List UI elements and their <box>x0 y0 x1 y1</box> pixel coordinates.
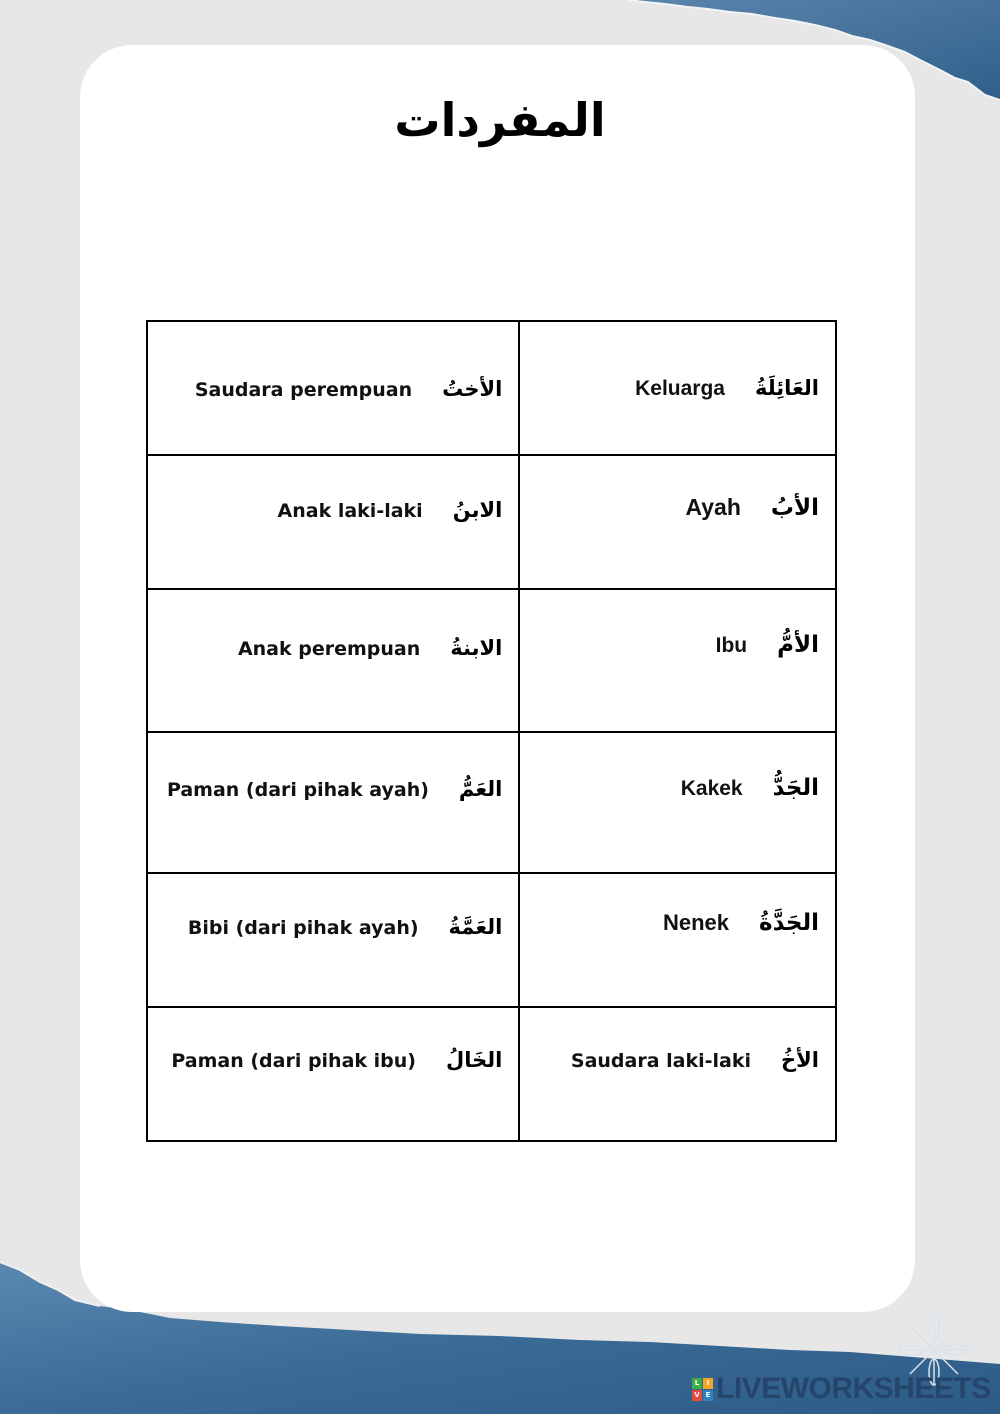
table-row <box>147 321 836 455</box>
vocab-cell <box>519 321 836 455</box>
arabic-word: الابنةُ <box>450 636 503 660</box>
indonesian-word: Nenek <box>662 910 730 935</box>
page-title: المفردات <box>394 93 606 147</box>
liveworksheets-logo <box>692 1372 991 1406</box>
vocab-cell <box>519 455 836 589</box>
indonesian-word: Anak perempuan <box>237 638 421 660</box>
arabic-word: الأخُ <box>781 1048 819 1072</box>
indonesian-word: Ibu <box>715 634 748 657</box>
table-row <box>147 873 836 1007</box>
indonesian-word: Kakek <box>680 777 743 800</box>
arabic-word: الأمُّ <box>777 632 819 658</box>
vocab-cell <box>147 321 519 455</box>
vocabulary-table <box>146 320 837 1142</box>
arabic-word: الجَدَّةُ <box>759 910 819 936</box>
logo-mark <box>692 1378 713 1401</box>
arabic-word: العَمَّةُ <box>448 915 503 939</box>
arabic-word: الابنُ <box>452 498 503 522</box>
indonesian-word: Ayah <box>685 494 741 520</box>
table-row <box>147 589 836 732</box>
indonesian-word: Anak laki-laki <box>277 500 423 522</box>
indonesian-word: Saudara laki-laki <box>570 1050 752 1072</box>
indonesian-word: Saudara perempuan <box>194 379 413 401</box>
table-row <box>147 1007 836 1141</box>
logo-text: LIVEWORKSHEETS <box>716 1372 991 1405</box>
arabic-word: العَمُّ <box>458 777 503 801</box>
indonesian-word: Bibi (dari pihak ayah) <box>187 917 419 939</box>
arabic-word: الجَدُّ <box>772 775 819 801</box>
logo-letter: L <box>692 1378 702 1389</box>
logo-letter: V <box>692 1390 702 1401</box>
vocab-cell <box>147 732 519 873</box>
logo-letter: I <box>703 1378 713 1389</box>
arabic-word: الخَالُ <box>445 1048 503 1072</box>
logo-letter: E <box>703 1390 713 1401</box>
arabic-word: العَائِلَةُ <box>754 376 819 400</box>
arabic-word: الأبُ <box>770 495 819 521</box>
vocab-cell <box>147 589 519 732</box>
vocab-cell <box>147 873 519 1007</box>
vocab-cell <box>519 732 836 873</box>
indonesian-word: Keluarga <box>635 377 725 400</box>
indonesian-word: Paman (dari pihak ibu) <box>171 1050 416 1072</box>
vocab-cell <box>147 1007 519 1141</box>
table-row <box>147 455 836 589</box>
vocab-cell <box>519 873 836 1007</box>
table-row <box>147 732 836 873</box>
vocab-cell <box>519 589 836 732</box>
vocab-cell <box>519 1007 836 1141</box>
arabic-word: الأختُ <box>442 377 503 401</box>
indonesian-word: Paman (dari pihak ayah) <box>166 779 429 801</box>
vocab-cell <box>147 455 519 589</box>
